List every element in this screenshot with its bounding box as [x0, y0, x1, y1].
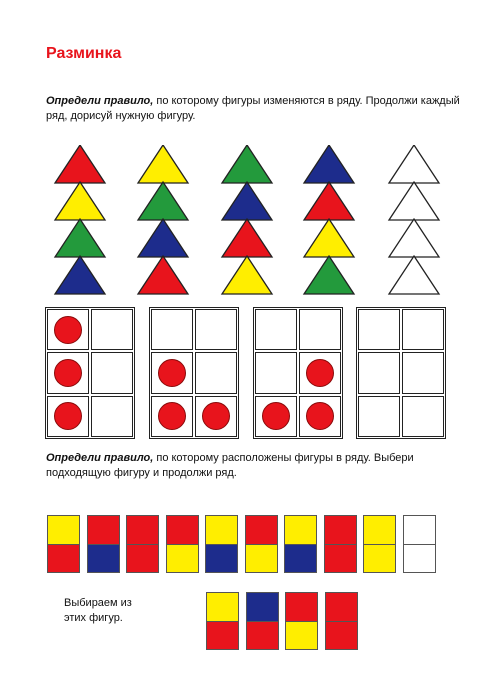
red-circle [54, 359, 82, 387]
triangle [55, 182, 105, 220]
grid-cell [402, 396, 444, 437]
grid-cell [358, 396, 400, 437]
triangle [222, 182, 272, 220]
triangle [389, 219, 439, 257]
triangle [304, 182, 354, 220]
triangle [222, 219, 272, 257]
instruction-1-text: по которому фигуры изменяются в ряду. Продолжи каждый ряд, дорисуй нужную фигуру. [46, 95, 460, 122]
red-circle [262, 402, 290, 430]
domino-bottom-half [206, 544, 237, 573]
domino-choice [246, 592, 279, 650]
circle-grid [149, 307, 239, 439]
triangle-column [133, 145, 193, 295]
domino-top-half [404, 516, 435, 544]
grid-cell [151, 309, 193, 350]
triangle-column [50, 145, 110, 295]
domino-bottom-half [246, 544, 277, 573]
domino-top-half [285, 516, 316, 544]
domino-tile [47, 515, 80, 573]
grid-cell [402, 352, 444, 393]
instruction-1 [46, 94, 466, 124]
triangle [138, 256, 188, 294]
domino-bottom-half [326, 621, 357, 650]
domino-choice [285, 592, 318, 650]
page-title: Разминка [46, 45, 122, 62]
domino-top-half [325, 516, 356, 544]
domino-tile [87, 515, 120, 573]
triangle [138, 182, 188, 220]
triangle [304, 219, 354, 257]
domino-tile [205, 515, 238, 573]
domino-bottom-half [364, 544, 395, 573]
grid-cell [151, 396, 193, 437]
domino-bottom-half [325, 544, 356, 573]
circle-grid [253, 307, 343, 439]
grid-cell [91, 396, 133, 437]
domino-top-half [286, 593, 317, 621]
domino-bottom-half [247, 621, 278, 650]
grid-cell [195, 396, 237, 437]
grid-cell [195, 352, 237, 393]
grid-cell [255, 352, 297, 393]
domino-top-half [247, 593, 278, 621]
domino-bottom-half [167, 544, 198, 573]
red-circle [306, 402, 334, 430]
grid-cell [151, 352, 193, 393]
domino-tile [284, 515, 317, 573]
domino-tile [245, 515, 278, 573]
domino-top-half [88, 516, 119, 544]
grid-cell [47, 352, 89, 393]
domino-tile [126, 515, 159, 573]
domino-bottom-half [286, 621, 317, 650]
domino-bottom-half [127, 544, 158, 573]
triangle-column [384, 145, 444, 295]
red-circle [158, 359, 186, 387]
triangle [55, 145, 105, 183]
grid-cell [195, 309, 237, 350]
domino-tile [403, 515, 436, 573]
choice-label: Выбираем из этих фигур. [64, 597, 132, 624]
domino-choice [206, 592, 239, 650]
domino-top-half [48, 516, 79, 544]
domino-top-half [207, 593, 238, 621]
grid-cell [47, 396, 89, 437]
red-circle [306, 359, 334, 387]
red-circle [202, 402, 230, 430]
circle-grid [45, 307, 135, 439]
domino-top-half [364, 516, 395, 544]
domino-top-half [167, 516, 198, 544]
domino-choice [325, 592, 358, 650]
triangle [138, 145, 188, 183]
triangle [55, 219, 105, 257]
domino-tile [166, 515, 199, 573]
domino-top-half [127, 516, 158, 544]
triangle [389, 256, 439, 294]
grid-cell [358, 352, 400, 393]
domino-bottom-half [88, 544, 119, 573]
triangle [55, 256, 105, 294]
circle-grid [356, 307, 446, 439]
triangle [304, 145, 354, 183]
triangle [304, 256, 354, 294]
grid-cell [358, 309, 400, 350]
triangle-column [217, 145, 277, 295]
triangle [222, 145, 272, 183]
triangle [138, 219, 188, 257]
grid-cell [402, 309, 444, 350]
red-circle [54, 402, 82, 430]
red-circle [158, 402, 186, 430]
grid-cell [255, 396, 297, 437]
domino-bottom-half [48, 544, 79, 573]
triangle [389, 182, 439, 220]
instruction-2-bold: Определи правило, [46, 452, 154, 464]
domino-top-half [246, 516, 277, 544]
grid-cell [91, 352, 133, 393]
domino-top-half [206, 516, 237, 544]
grid-cell [299, 396, 341, 437]
grid-cell [255, 309, 297, 350]
grid-cell [299, 309, 341, 350]
domino-tile [324, 515, 357, 573]
triangle [222, 256, 272, 294]
domino-bottom-half [404, 544, 435, 573]
domino-bottom-half [207, 621, 238, 650]
domino-top-half [326, 593, 357, 621]
triangle-column [299, 145, 359, 295]
instruction-1-bold: Определи правило, [46, 95, 154, 107]
domino-bottom-half [285, 544, 316, 573]
grid-cell [47, 309, 89, 350]
grid-cell [299, 352, 341, 393]
red-circle [54, 316, 82, 344]
triangle [389, 145, 439, 183]
instruction-2-text: по которому расположены фигуры в ряду. Выбери подходящую фигуру и продолжи ряд. [46, 452, 414, 479]
instruction-2 [46, 451, 466, 481]
domino-tile [363, 515, 396, 573]
grid-cell [91, 309, 133, 350]
